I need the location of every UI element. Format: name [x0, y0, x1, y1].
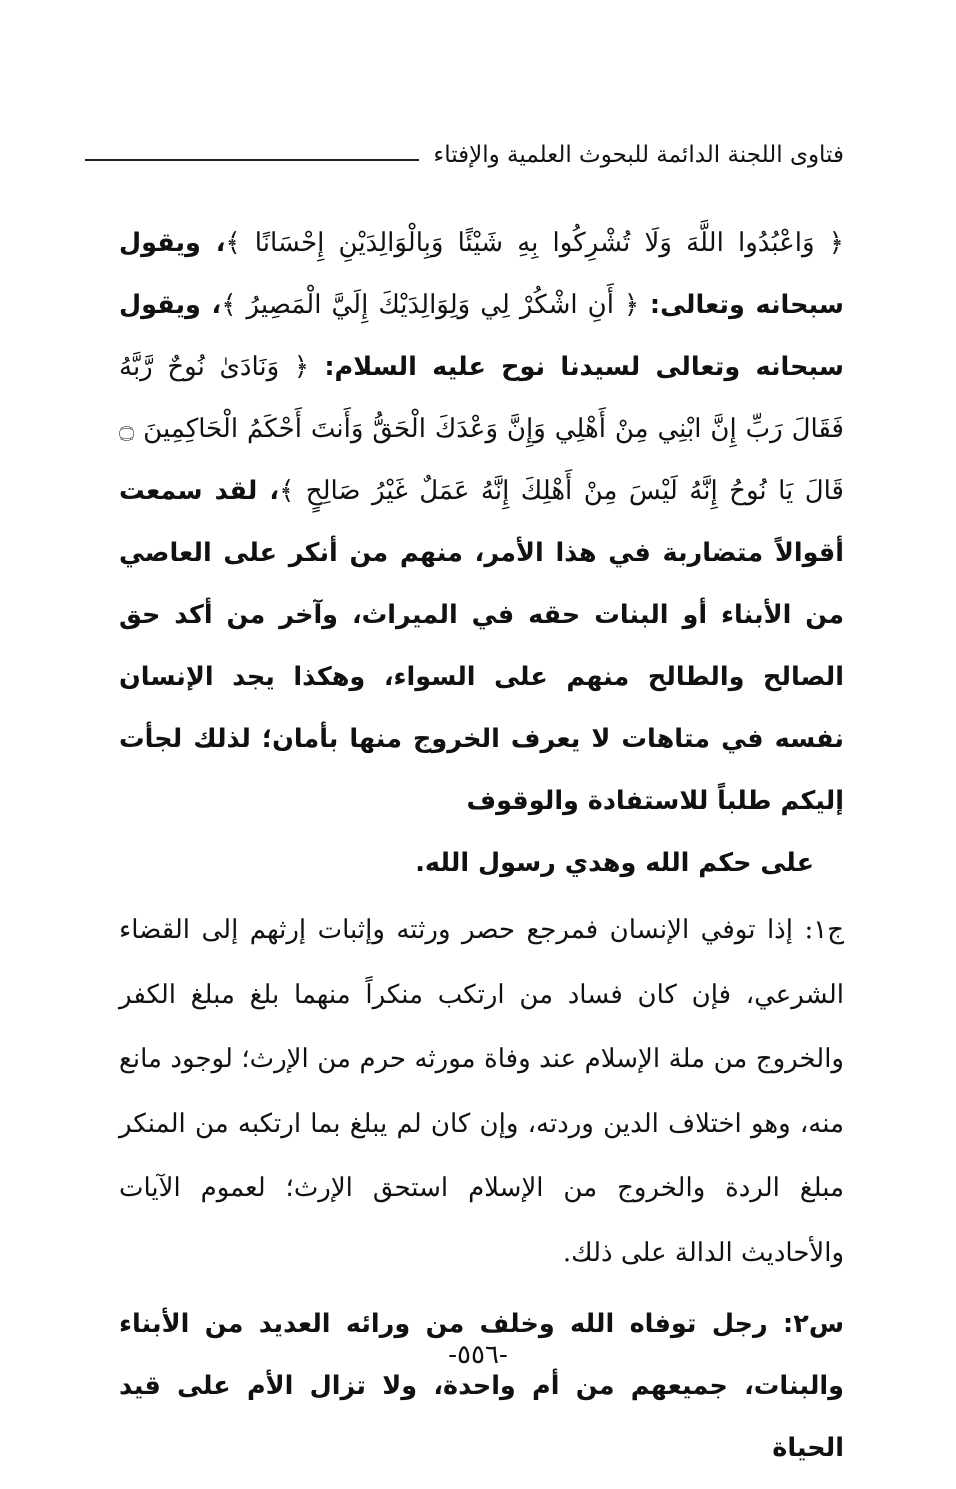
answer-1-paragraph: ج١: إذا توفي الإنسان فمرجع حصر ورثته وإثبات إرثهم إلى القضاء الشرعي، فإن كان فساد من ارتكب منكراً منهما بلغ مبلغ الكفر والخروج من ملة الإسلام عند وفاة مورثه حرم من الإرث؛ لوجود مانع منه، وهو اختلاف الدين وردته، وإن كان لم يبلغ بما ارتكبه من المنكر مبلغ الردة والخروج من الإسلام استحق الإرث؛ لعموم الآيات والأحاديث الدالة على ذلك. — [119, 915, 844, 1268]
body-text — [119, 212, 844, 1479]
question-1-closing-line: على حكم الله وهدي رسول الله. — [415, 848, 814, 878]
running-header-title: فتاوى اللجنة الدائمة للبحوث العلمية والإفتاء — [433, 142, 844, 168]
quran-verse-1: ﴿ وَاعْبُدُوا اللَّهَ وَلَا تُشْرِكُوا بِهِ شَيْئًا وَبِالْوَالِدَيْنِ إِحْسَانًا ﴾ — [225, 228, 844, 258]
quran-verse-3: ﴿ وَنَادَىٰ نُوحٌ رَّبَّهُ فَقَالَ رَبِّ إِنَّ ابْنِي مِنْ أَهْلِي وَإِنَّ وَعْدَكَ الْحَقُّ وَأَنتَ أَحْكَمُ الْحَاكِمِينَ ۝ قَالَ يَا نُوحُ إِنَّهُ لَيْسَ مِنْ أَهْلِكَ إِنَّهُ عَمَلٌ غَيْرُ صَالِحٍ ﴾ — [119, 352, 844, 506]
question-1-paragraph — [119, 212, 844, 894]
page-number: -٥٥٦- — [448, 1340, 508, 1370]
running-header — [85, 138, 844, 172]
question-2-paragraph: س٢: رجل توفاه الله وخلف من ورائه العديد من الأبناء والبنات، جميعهم من أم واحدة، ولا تزال الأم على قيد الحياة — [119, 1309, 844, 1463]
question-1-text-1: ، ويقول سبحانه وتعالى: — [119, 228, 844, 320]
quran-verse-2: ﴿ أَنِ اشْكُرْ لِي وَلِوَالِدَيْكَ إِلَيَّ الْمَصِيرُ ﴾ — [221, 290, 640, 320]
question-1-text-3: ، لقد سمعت أقوالاً متضاربة في هذا الأمر، منهم من أنكر على العاصي من الأبناء أو البنات حقه في الميراث، وآخر من أكد حق الصالح والطالح منهم على السواء، وهكذا يجد الإنسان نفسه في متاهات لا يعرف الخروج منها بأمان؛ لذلك لجأت إليكم طلباً للاستفادة والوقوف — [119, 476, 844, 816]
question-1-text-2: ، ويقول سبحانه وتعالى لسيدنا نوح عليه السلام: — [119, 290, 844, 382]
header-rule — [85, 159, 419, 161]
